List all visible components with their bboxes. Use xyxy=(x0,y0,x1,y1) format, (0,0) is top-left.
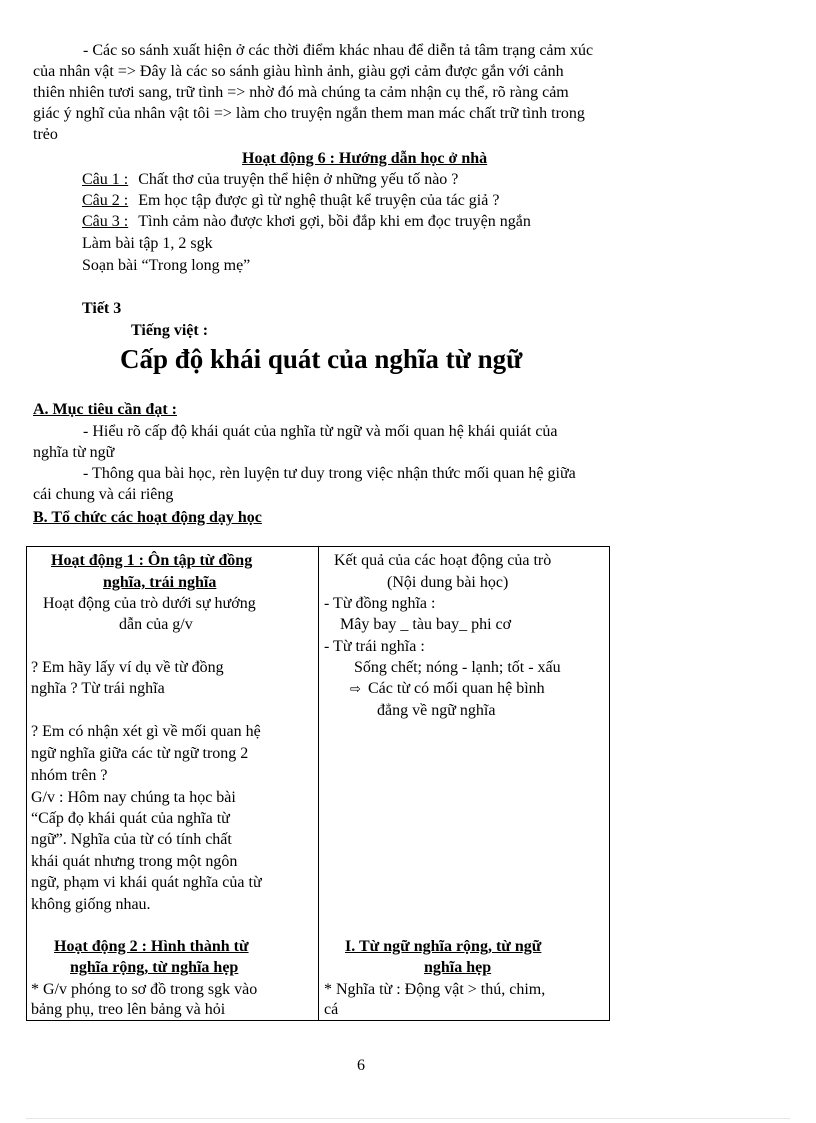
teacher-note-line-3: ngữ”. Nghĩa của từ có tính chất xyxy=(31,831,232,848)
intro-line-1: - Các so sánh xuất hiện ở các thời điểm khác nhau để diễn tả tâm trạng cảm xúc xyxy=(83,42,594,59)
meaning-line-2: cá xyxy=(324,1001,339,1018)
activity1-heading-line-2: nghĩa, trái nghĩa xyxy=(103,574,217,591)
conclusion-line-2: đẳng về ngữ nghĩa xyxy=(377,702,496,719)
question-synonym-line-1: ? Em hãy lấy ví dụ về từ đồng xyxy=(31,659,224,676)
question-1-label: Câu 1 : xyxy=(82,171,129,188)
intro-line-5: trẻo xyxy=(33,126,58,143)
activity1-heading-line-1: Hoạt động 1 : Ôn tập từ đồng xyxy=(51,552,253,569)
teacher-note-line-1: G/v : Hôm nay chúng ta học bài xyxy=(31,789,236,806)
activity2-heading-line-1: Hoạt động 2 : Hình thành từ xyxy=(54,938,249,955)
conclusion-line-1 xyxy=(350,678,545,700)
question-synonym-line-2: nghĩa ? Từ trái nghĩa xyxy=(31,680,165,697)
question-3 xyxy=(82,211,531,232)
question-relation-line-2: ngữ nghĩa giữa các từ ngữ trong 2 xyxy=(31,745,249,762)
section-a-line-1: - Hiểu rõ cấp độ khái quát của nghĩa từ ngữ và mối quan hệ khái quiát của xyxy=(83,423,558,440)
question-1 xyxy=(82,169,458,190)
activity2-heading-line-2: nghĩa rộng, từ nghĩa hẹp xyxy=(70,959,239,976)
section-a-heading: A. Mục tiêu cần đạt : xyxy=(33,401,177,418)
table-column-divider xyxy=(318,547,319,1020)
antonym-label: - Từ trái nghĩa : xyxy=(324,638,425,655)
lesson-period: Tiết 3 xyxy=(82,300,122,317)
antonym-example: Sống chết; nóng - lạnh; tốt - xấu xyxy=(354,659,561,676)
meaning-line-1: * Nghĩa từ : Động vật > thú, chim, xyxy=(324,981,546,998)
question-2-text: Em học tập được gì từ nghệ thuật kể truyện của tác giả ? xyxy=(138,192,500,209)
teacher-note-line-6: không giống nhau. xyxy=(31,896,151,913)
activity2-text-line-1: * G/v phóng to sơ đồ trong sgk vào xyxy=(31,981,258,998)
activity2-text-line-2: bảng phụ, treo lên bảng và hỏi xyxy=(31,1001,226,1018)
intro-line-3: thiên nhiên tươi sang, trữ tình => nhờ đó mà chúng ta cảm nhận cụ thể, rõ ràng cảm xyxy=(33,84,569,101)
question-2 xyxy=(82,190,499,211)
synonym-label: - Từ đồng nghĩa : xyxy=(324,595,436,612)
section1-heading-line-2: nghĩa hẹp xyxy=(424,959,492,976)
teacher-note-line-2: “Cấp đọ khái quát của nghĩa từ xyxy=(31,810,230,827)
section-a-line-3: - Thông qua bài học, rèn luyện tư duy trong việc nhận thức mối quan hệ giữa xyxy=(83,465,576,482)
page-number: 6 xyxy=(357,1057,365,1074)
conclusion-text-1: Các từ có mối quan hệ bình xyxy=(368,680,545,697)
activity1-sub-line-1: Hoạt động của trò dưới sự hướng xyxy=(43,595,256,612)
right-arrow-icon: ⇨ xyxy=(350,682,361,697)
section-a-line-2: nghĩa từ ngữ xyxy=(33,444,115,461)
section-b-heading: B. Tổ chức các hoạt động dạy học xyxy=(33,509,262,526)
question-3-text: Tình cảm nào được khơi gợi, bồi đắp khi em đọc truyện ngắn xyxy=(138,213,531,230)
synonym-example: Mây bay _ tàu bay_ phi cơ xyxy=(340,616,512,633)
question-3-label: Câu 3 : xyxy=(82,213,129,230)
homework-line: Làm bài tập 1, 2 sgk xyxy=(82,235,213,252)
lesson-title: Cấp độ khái quát của nghĩa từ ngữ xyxy=(120,344,523,374)
activity1-sub-line-2: dẫn của g/v xyxy=(119,616,193,633)
results-header-line-2: (Nội dung bài học) xyxy=(387,574,509,591)
section1-heading-line-1: I. Từ ngữ nghĩa rộng, từ ngữ xyxy=(345,938,542,955)
section-a-line-4: cái chung và cái riêng xyxy=(33,486,174,503)
prepare-line: Soạn bài “Trong long mẹ” xyxy=(82,257,251,274)
question-relation-line-1: ? Em có nhận xét gì về mối quan hệ xyxy=(31,723,261,740)
teacher-note-line-4: khái quát nhưng trong một ngôn xyxy=(31,853,238,870)
question-1-text: Chất thơ của truyện thể hiện ở những yếu tố nào ? xyxy=(138,171,459,188)
lesson-subject: Tiếng việt : xyxy=(131,322,209,339)
intro-line-2: của nhân vật => Đây là các so sánh giàu hình ảnh, giàu gợi cảm được gắn với cảnh xyxy=(33,63,564,80)
results-header-line-1: Kết quả của các hoạt động của trò xyxy=(334,552,552,569)
teacher-note-line-5: ngữ, phạm vi khái quát nghĩa của từ xyxy=(31,874,262,891)
intro-line-4: giác ý nghĩ của nhân vật tôi => làm cho truyện ngắn them man mác chất trữ tình trong xyxy=(33,105,585,122)
activity6-heading: Hoạt động 6 : Hướng dẫn học ở nhà xyxy=(242,150,488,167)
activities-table xyxy=(26,546,610,1021)
page-bottom-rule xyxy=(26,1118,790,1119)
question-relation-line-3: nhóm trên ? xyxy=(31,767,108,784)
question-2-label: Câu 2 : xyxy=(82,192,129,209)
